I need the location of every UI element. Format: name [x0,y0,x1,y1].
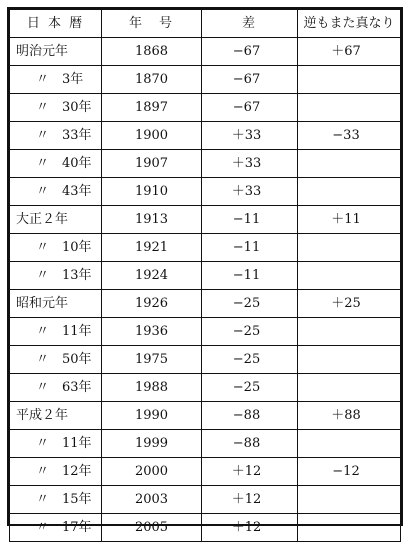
table-row [10,38,401,66]
reverse-cell: ＋67 [298,38,401,66]
header-western-year: 年 号 [102,10,202,38]
table-row [10,430,401,458]
difference-cell: ＋33 [202,122,298,150]
table-header-row [10,10,401,38]
table-row [10,402,401,430]
year-cell: 1900 [102,122,202,150]
table-row [10,262,401,290]
era-cell: 昭和元年 [10,290,102,318]
year-cell: 2003 [102,486,202,514]
difference-cell: −25 [202,374,298,402]
reverse-cell: ＋88 [298,402,401,430]
era-cell: 〃 15年 [10,486,102,514]
table-row [10,318,401,346]
era-cell: 明治元年 [10,38,102,66]
difference-cell: ＋33 [202,178,298,206]
year-cell: 1975 [102,346,202,374]
year-cell: 1921 [102,234,202,262]
era-cell: 大正２年 [10,206,102,234]
era-cell: 〃 40年 [10,150,102,178]
difference-cell: −67 [202,94,298,122]
era-cell: 〃 11年 [10,318,102,346]
table-row [10,290,401,318]
reverse-cell [298,94,401,122]
difference-cell: ＋12 [202,458,298,486]
difference-cell: −67 [202,66,298,94]
reverse-cell [298,178,401,206]
era-cell: 〃 11年 [10,430,102,458]
year-cell: 1913 [102,206,202,234]
difference-cell: −25 [202,290,298,318]
year-cell: 1990 [102,402,202,430]
reverse-cell [298,66,401,94]
table-row [10,206,401,234]
year-cell: 1868 [102,38,202,66]
year-cell: 2005 [102,514,202,542]
reverse-cell [298,346,401,374]
era-conversion-table [9,9,401,542]
table-row [10,458,401,486]
era-cell: 〃 3年 [10,66,102,94]
table-row [10,486,401,514]
year-cell: 1907 [102,150,202,178]
difference-cell: −88 [202,402,298,430]
table-row [10,94,401,122]
era-cell: 〃 50年 [10,346,102,374]
era-cell: 〃 33年 [10,122,102,150]
year-cell: 1870 [102,66,202,94]
table-row [10,346,401,374]
era-cell: 〃 17年 [10,514,102,542]
era-cell: 〃 13年 [10,262,102,290]
difference-cell: −25 [202,346,298,374]
year-cell: 1999 [102,430,202,458]
table-row [10,178,401,206]
difference-cell: ＋12 [202,514,298,542]
reverse-cell: −33 [298,122,401,150]
reverse-cell [298,318,401,346]
reverse-cell: ＋25 [298,290,401,318]
year-cell: 1924 [102,262,202,290]
difference-cell: −67 [202,38,298,66]
table-row [10,122,401,150]
reverse-cell [298,430,401,458]
reverse-cell [298,374,401,402]
year-cell: 1936 [102,318,202,346]
difference-cell: −11 [202,206,298,234]
era-cell: 〃 43年 [10,178,102,206]
year-cell: 1897 [102,94,202,122]
table-body [10,38,401,542]
era-cell: 〃 10年 [10,234,102,262]
difference-cell: −88 [202,430,298,458]
table-row [10,66,401,94]
difference-cell: −25 [202,318,298,346]
reverse-cell [298,234,401,262]
year-cell: 1926 [102,290,202,318]
difference-cell: ＋33 [202,150,298,178]
era-cell: 〃 12年 [10,458,102,486]
header-japanese-era: 日 本 暦 [10,10,102,38]
table-row [10,150,401,178]
reverse-cell [298,262,401,290]
year-cell: 2000 [102,458,202,486]
difference-cell: −11 [202,262,298,290]
difference-cell: ＋12 [202,486,298,514]
year-cell: 1910 [102,178,202,206]
year-cell: 1988 [102,374,202,402]
reverse-cell [298,514,401,542]
table-row [10,234,401,262]
table-row [10,514,401,542]
era-cell: 〃 63年 [10,374,102,402]
era-cell: 〃 30年 [10,94,102,122]
era-conversion-table-frame [7,7,403,535]
reverse-cell [298,486,401,514]
table-row [10,374,401,402]
difference-cell: −11 [202,234,298,262]
reverse-cell [298,150,401,178]
reverse-cell: −12 [298,458,401,486]
reverse-cell: ＋11 [298,206,401,234]
header-difference: 差 [202,10,298,38]
header-reverse: 逆もまた真なり [298,10,401,38]
era-cell: 平成２年 [10,402,102,430]
